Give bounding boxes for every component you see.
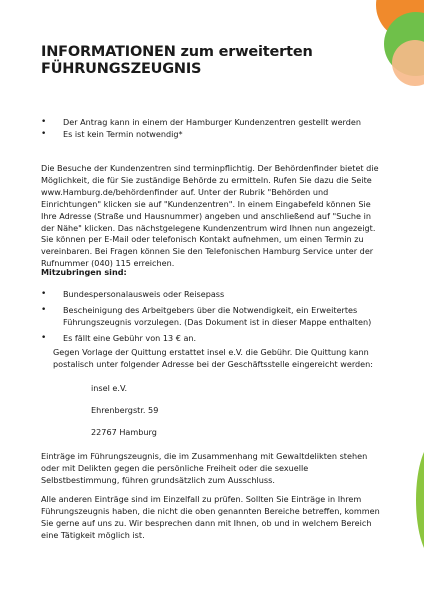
list-item: • Es fällt eine Gebühr von 13 € an. <box>41 333 381 345</box>
list-item: • Bescheinigung des Arbeitgebers über die Notwendigkeit, ein Erweitertes Führungszeugnis vorzulegen. (Das Dokument ist in dieser Mappe enthalten) <box>41 305 381 329</box>
info-text: Die Besuche der Kundenzentren sind terminpflichtig. Der Behördenfinder bietet die Möglichkeit, die für Sie zuständige Behörde zu ermitteln. Rufen Sie dazu die Seite www.Hamburg.de/behördenfinder auf. Unter der Rubrik "Behörden und Einrichtungen" klicken sie auf "Kundenzentren". In einem Eingabefeld können Sie Ihre Adresse (Straße und Hausnummer) angeben und anschließend auf "Suche in der Nähe" klicken. Das nächstgelegene Kundenzentrum wird Ihnen nun angezeigt. Sie können per E-Mail oder telefonisch Kontakt aufnehmen, um einen Termin zu vereinbaren. Bei Fragen können Sie den Telefonischen Hamburg Service unter der Rufnummer (040) 115 erreichen. <box>41 163 379 269</box>
peach-circle <box>392 40 424 86</box>
intro-list <box>41 117 381 141</box>
page-title <box>41 44 361 78</box>
list-item: • Es ist kein Termin notwendig* <box>41 129 381 141</box>
postal-address <box>91 383 291 449</box>
side-green-shape <box>416 440 424 560</box>
closing-paragraph-2 <box>41 494 381 542</box>
bring-list <box>41 289 381 345</box>
address-name: insel e.V. <box>91 383 128 393</box>
title-line-2: FÜHRUNGSZEUGNIS <box>41 61 202 77</box>
title-line-1: INFORMATIONEN zum erweiterten <box>41 44 313 60</box>
closing-text-2: Alle anderen Einträge sind im Einzelfall zu prüfen. Sollten Sie Einträge in Ihrem Führungszeugnis haben, die nicht die oben genannten Bereiche betreffen, kommen Sie gerne auf uns zu. Wir besprechen dann mit Ihnen, ob und in welchem Bereich eine Tätigkeit möglich ist. <box>41 494 380 540</box>
address-street: Ehrenbergstr. 59 <box>91 404 159 415</box>
closing-paragraph-1 <box>41 451 381 487</box>
info-paragraph <box>41 163 381 270</box>
closing-text-1: Einträge im Führungszeugnis, die im Zusammenhang mit Gewaltdelikten stehen oder mit Delikten gegen die persönliche Freiheit oder die sexuelle Selbstbestimmung, führen grundsätzlich zum Ausschluss. <box>41 451 368 485</box>
list-item: • Der Antrag kann in einem der Hamburger Kundenzentren gestellt werden <box>41 117 381 129</box>
fee-note-text: Gegen Vorlage der Quittung erstattet insel e.V. die Gebühr. Die Quittung kann postalisch unter folgender Adresse bei der Geschäftsstelle eingereicht werden: <box>53 347 373 369</box>
fee-note <box>53 347 383 371</box>
address-city: 22767 Hamburg <box>91 426 157 437</box>
bring-section <box>41 267 381 279</box>
list-item: • Bundespersonalausweis oder Reisepass <box>41 289 381 301</box>
bring-heading: Mitzubringen sind: <box>41 267 127 277</box>
